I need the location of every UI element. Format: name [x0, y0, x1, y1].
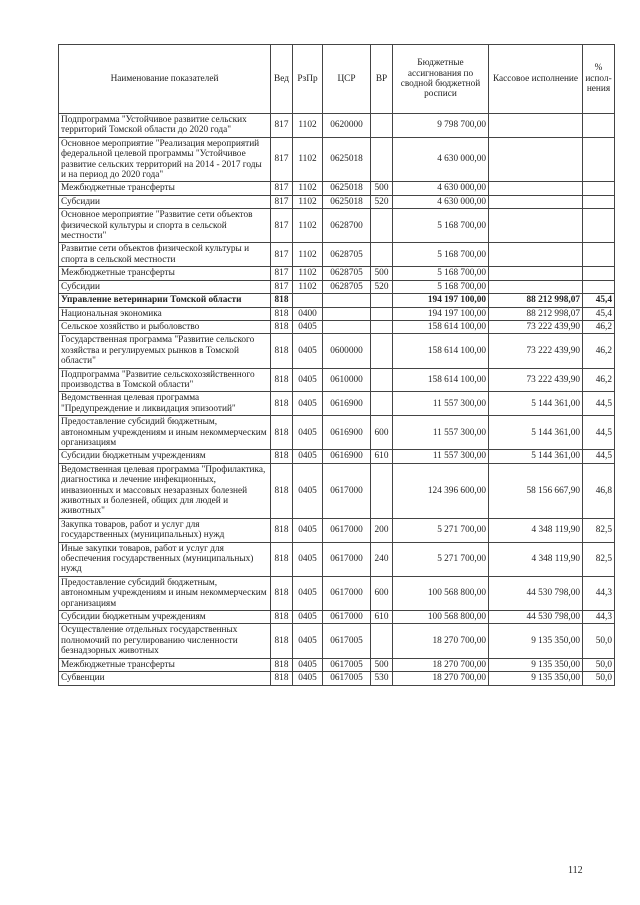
cell-vr — [371, 320, 393, 333]
cell-cash — [489, 243, 583, 267]
cell-vr — [371, 307, 393, 320]
cell-name: Развитие сети объектов физической культуры и спорта в сельской местности — [59, 243, 271, 267]
table-row — [59, 182, 615, 195]
cell-cash: 73 222 439,90 — [489, 320, 583, 333]
cell-csr: 0617000 — [323, 611, 371, 624]
cell-vr: 610 — [371, 450, 393, 463]
cell-name: Подпрограмма "Развитие сельскохозяйственного производства в Томской области" — [59, 368, 271, 392]
cell-plan: 5 271 700,00 — [393, 518, 489, 542]
cell-ved: 818 — [271, 576, 293, 610]
cell-rzpr: 0405 — [293, 416, 323, 450]
cell-ved: 817 — [271, 267, 293, 280]
cell-ved: 818 — [271, 658, 293, 671]
cell-plan: 5 168 700,00 — [393, 267, 489, 280]
cell-ved: 818 — [271, 392, 293, 416]
cell-csr: 0625018 — [323, 137, 371, 182]
cell-csr: 0617000 — [323, 463, 371, 518]
cell-pct: 46,8 — [583, 463, 615, 518]
header-csr: ЦСР — [323, 45, 371, 114]
cell-vr: 610 — [371, 611, 393, 624]
cell-cash: 5 144 361,00 — [489, 416, 583, 450]
cell-plan: 18 270 700,00 — [393, 624, 489, 658]
cell-cash: 44 530 798,00 — [489, 576, 583, 610]
cell-plan: 158 614 100,00 — [393, 320, 489, 333]
cell-vr: 240 — [371, 542, 393, 576]
cell-rzpr: 0400 — [293, 307, 323, 320]
cell-vr — [371, 624, 393, 658]
header-cash: Кассовое исполнение — [489, 45, 583, 114]
cell-name: Субсидии — [59, 280, 271, 293]
cell-pct: 44,5 — [583, 416, 615, 450]
cell-pct: 45,4 — [583, 307, 615, 320]
cell-cash: 9 135 350,00 — [489, 624, 583, 658]
cell-name: Сельское хозяйство и рыболовство — [59, 320, 271, 333]
cell-cash: 58 156 667,90 — [489, 463, 583, 518]
cell-csr: 0628705 — [323, 280, 371, 293]
cell-pct: 50,0 — [583, 672, 615, 685]
cell-ved: 817 — [271, 114, 293, 138]
cell-rzpr: 1102 — [293, 182, 323, 195]
cell-pct: 44,3 — [583, 576, 615, 610]
cell-ved: 817 — [271, 280, 293, 293]
cell-csr: 0628705 — [323, 243, 371, 267]
cell-rzpr: 1102 — [293, 209, 323, 243]
cell-rzpr: 1102 — [293, 137, 323, 182]
cell-cash: 44 530 798,00 — [489, 611, 583, 624]
cell-csr: 0600000 — [323, 334, 371, 368]
cell-csr: 0617000 — [323, 576, 371, 610]
cell-ved: 818 — [271, 624, 293, 658]
cell-ved: 817 — [271, 182, 293, 195]
cell-pct: 45,4 — [583, 294, 615, 307]
cell-cash: 5 144 361,00 — [489, 392, 583, 416]
cell-rzpr: 0405 — [293, 320, 323, 333]
cell-csr — [323, 294, 371, 307]
cell-plan: 5 168 700,00 — [393, 280, 489, 293]
cell-csr: 0616900 — [323, 450, 371, 463]
cell-name: Управление ветеринарии Томской области — [59, 294, 271, 307]
cell-rzpr: 0405 — [293, 368, 323, 392]
cell-rzpr: 0405 — [293, 611, 323, 624]
cell-ved: 818 — [271, 672, 293, 685]
cell-name: Основное мероприятие "Развитие сети объектов физической культуры и спорта в сельской местности" — [59, 209, 271, 243]
table-row — [59, 542, 615, 576]
cell-pct: 46,2 — [583, 368, 615, 392]
cell-name: Межбюджетные трансферты — [59, 267, 271, 280]
cell-csr: 0616900 — [323, 392, 371, 416]
cell-plan: 11 557 300,00 — [393, 450, 489, 463]
cell-cash: 73 222 439,90 — [489, 334, 583, 368]
table-row — [59, 450, 615, 463]
cell-pct — [583, 280, 615, 293]
cell-cash: 9 135 350,00 — [489, 658, 583, 671]
table-row — [59, 320, 615, 333]
cell-name: Ведомственная целевая программа "Предупреждение и ликвидация эпизоотий" — [59, 392, 271, 416]
cell-plan: 194 197 100,00 — [393, 294, 489, 307]
cell-name: Национальная экономика — [59, 307, 271, 320]
cell-ved: 817 — [271, 243, 293, 267]
cell-vr: 500 — [371, 267, 393, 280]
cell-rzpr: 0405 — [293, 518, 323, 542]
cell-pct: 44,5 — [583, 392, 615, 416]
cell-cash — [489, 280, 583, 293]
cell-ved: 818 — [271, 450, 293, 463]
cell-rzpr: 1102 — [293, 243, 323, 267]
table-row — [59, 611, 615, 624]
header-row — [59, 45, 615, 114]
header-ved: Вед — [271, 45, 293, 114]
cell-pct: 46,2 — [583, 334, 615, 368]
table-row — [59, 243, 615, 267]
cell-pct — [583, 182, 615, 195]
cell-plan: 4 630 000,00 — [393, 137, 489, 182]
table-row — [59, 672, 615, 685]
cell-name: Субсидии бюджетным учреждениям — [59, 611, 271, 624]
cell-ved: 817 — [271, 137, 293, 182]
cell-name: Субвенции — [59, 672, 271, 685]
cell-name: Предоставление субсидий бюджетным, автономным учреждениям и иным некоммерческим организациям — [59, 416, 271, 450]
table-row — [59, 280, 615, 293]
cell-cash — [489, 267, 583, 280]
cell-csr: 0617005 — [323, 672, 371, 685]
cell-vr — [371, 294, 393, 307]
cell-plan: 5 168 700,00 — [393, 243, 489, 267]
table-row — [59, 392, 615, 416]
cell-cash: 73 222 439,90 — [489, 368, 583, 392]
cell-vr: 600 — [371, 416, 393, 450]
cell-csr: 0616900 — [323, 416, 371, 450]
cell-ved: 818 — [271, 416, 293, 450]
cell-plan: 5 168 700,00 — [393, 209, 489, 243]
cell-ved: 818 — [271, 334, 293, 368]
table-row — [59, 209, 615, 243]
cell-vr — [371, 209, 393, 243]
cell-vr: 500 — [371, 182, 393, 195]
cell-csr: 0628700 — [323, 209, 371, 243]
cell-plan: 124 396 600,00 — [393, 463, 489, 518]
header-pct: % испол-нения — [583, 45, 615, 114]
cell-rzpr: 1102 — [293, 267, 323, 280]
cell-vr: 520 — [371, 195, 393, 208]
cell-vr — [371, 114, 393, 138]
cell-vr — [371, 137, 393, 182]
cell-ved: 818 — [271, 368, 293, 392]
page-number: 112 — [568, 865, 583, 876]
cell-ved: 817 — [271, 195, 293, 208]
cell-name: Межбюджетные трансферты — [59, 182, 271, 195]
cell-pct — [583, 209, 615, 243]
cell-rzpr: 0405 — [293, 463, 323, 518]
cell-plan: 4 630 000,00 — [393, 182, 489, 195]
table-row — [59, 334, 615, 368]
cell-rzpr: 0405 — [293, 392, 323, 416]
cell-name: Предоставление субсидий бюджетным, автономным учреждениям и иным некоммерческим организациям — [59, 576, 271, 610]
cell-csr: 0625018 — [323, 182, 371, 195]
cell-name: Подпрограмма "Устойчивое развитие сельских территорий Томской области до 2020 года" — [59, 114, 271, 138]
cell-name: Межбюджетные трансферты — [59, 658, 271, 671]
cell-plan: 18 270 700,00 — [393, 658, 489, 671]
table-row — [59, 368, 615, 392]
cell-plan: 100 568 800,00 — [393, 576, 489, 610]
cell-pct — [583, 243, 615, 267]
cell-rzpr: 1102 — [293, 280, 323, 293]
cell-pct — [583, 114, 615, 138]
cell-cash: 88 212 998,07 — [489, 307, 583, 320]
cell-plan: 5 271 700,00 — [393, 542, 489, 576]
cell-vr: 500 — [371, 658, 393, 671]
cell-vr: 530 — [371, 672, 393, 685]
cell-plan: 4 630 000,00 — [393, 195, 489, 208]
cell-name: Иные закупки товаров, работ и услуг для обеспечения государственных (муниципальных) нужд — [59, 542, 271, 576]
cell-pct: 50,0 — [583, 658, 615, 671]
cell-cash: 5 144 361,00 — [489, 450, 583, 463]
cell-rzpr: 0405 — [293, 450, 323, 463]
cell-name: Закупка товаров, работ и услуг для государственных (муниципальных) нужд — [59, 518, 271, 542]
table-row — [59, 416, 615, 450]
cell-pct: 46,2 — [583, 320, 615, 333]
cell-csr — [323, 320, 371, 333]
cell-rzpr: 0405 — [293, 658, 323, 671]
cell-cash: 4 348 119,90 — [489, 518, 583, 542]
cell-ved: 818 — [271, 463, 293, 518]
cell-rzpr: 0405 — [293, 576, 323, 610]
cell-pct: 44,3 — [583, 611, 615, 624]
table-row — [59, 137, 615, 182]
table-row — [59, 294, 615, 307]
cell-csr: 0617005 — [323, 624, 371, 658]
cell-csr: 0610000 — [323, 368, 371, 392]
cell-csr: 0625018 — [323, 195, 371, 208]
cell-pct — [583, 267, 615, 280]
cell-plan: 158 614 100,00 — [393, 368, 489, 392]
cell-csr: 0617005 — [323, 658, 371, 671]
cell-vr — [371, 463, 393, 518]
cell-csr: 0620000 — [323, 114, 371, 138]
table-row — [59, 658, 615, 671]
cell-cash — [489, 209, 583, 243]
cell-cash: 4 348 119,90 — [489, 542, 583, 576]
cell-name: Ведомственная целевая программа "Профилактика, диагностика и лечение инфекционных, инвазионных и массовых незаразных болезней животных и болезней, общих для людей и животных" — [59, 463, 271, 518]
cell-rzpr — [293, 294, 323, 307]
cell-pct — [583, 195, 615, 208]
cell-rzpr: 0405 — [293, 334, 323, 368]
cell-csr: 0628705 — [323, 267, 371, 280]
cell-csr — [323, 307, 371, 320]
cell-plan: 100 568 800,00 — [393, 611, 489, 624]
cell-cash: 88 212 998,07 — [489, 294, 583, 307]
cell-ved: 818 — [271, 611, 293, 624]
table-row — [59, 114, 615, 138]
cell-pct: 82,5 — [583, 518, 615, 542]
table-row — [59, 463, 615, 518]
cell-pct: 50,0 — [583, 624, 615, 658]
cell-name: Субсидии бюджетным учреждениям — [59, 450, 271, 463]
cell-vr — [371, 392, 393, 416]
cell-cash — [489, 182, 583, 195]
cell-vr — [371, 334, 393, 368]
cell-plan: 158 614 100,00 — [393, 334, 489, 368]
cell-name: Субсидии — [59, 195, 271, 208]
cell-plan: 194 197 100,00 — [393, 307, 489, 320]
cell-ved: 818 — [271, 320, 293, 333]
cell-plan: 18 270 700,00 — [393, 672, 489, 685]
cell-name: Основное мероприятие "Реализация мероприятий федеральной целевой программы "Устойчивое развитие сельских территорий на 2014 - 2017 годы и на период до 2020 года" — [59, 137, 271, 182]
header-plan: Бюджетные ассигнования по сводной бюджетной росписи — [393, 45, 489, 114]
cell-vr: 520 — [371, 280, 393, 293]
cell-rzpr: 0405 — [293, 624, 323, 658]
header-name: Наименование показателей — [59, 45, 271, 114]
cell-rzpr: 0405 — [293, 542, 323, 576]
cell-cash — [489, 195, 583, 208]
cell-ved: 818 — [271, 518, 293, 542]
table-row — [59, 307, 615, 320]
cell-csr: 0617000 — [323, 518, 371, 542]
cell-rzpr: 0405 — [293, 672, 323, 685]
header-vr: ВР — [371, 45, 393, 114]
cell-vr — [371, 368, 393, 392]
cell-vr: 200 — [371, 518, 393, 542]
table-row — [59, 195, 615, 208]
header-rzpr: РзПр — [293, 45, 323, 114]
cell-vr — [371, 243, 393, 267]
cell-plan: 9 798 700,00 — [393, 114, 489, 138]
cell-rzpr: 1102 — [293, 195, 323, 208]
cell-ved: 817 — [271, 209, 293, 243]
cell-csr: 0617000 — [323, 542, 371, 576]
budget-table — [58, 44, 615, 686]
cell-ved: 818 — [271, 542, 293, 576]
cell-plan: 11 557 300,00 — [393, 416, 489, 450]
table-row — [59, 624, 615, 658]
table-row — [59, 518, 615, 542]
cell-cash: 9 135 350,00 — [489, 672, 583, 685]
cell-pct: 82,5 — [583, 542, 615, 576]
cell-pct: 44,5 — [583, 450, 615, 463]
cell-rzpr: 1102 — [293, 114, 323, 138]
cell-name: Государственная программа "Развитие сельского хозяйства и регулируемых рынков в Томской области" — [59, 334, 271, 368]
table-row — [59, 267, 615, 280]
cell-ved: 818 — [271, 307, 293, 320]
cell-ved: 818 — [271, 294, 293, 307]
cell-vr: 600 — [371, 576, 393, 610]
table-row — [59, 576, 615, 610]
cell-cash — [489, 114, 583, 138]
cell-cash — [489, 137, 583, 182]
cell-pct — [583, 137, 615, 182]
cell-plan: 11 557 300,00 — [393, 392, 489, 416]
cell-name: Осуществление отдельных государственных полномочий по регулированию численности безнадзорных животных — [59, 624, 271, 658]
table-body — [59, 114, 615, 686]
